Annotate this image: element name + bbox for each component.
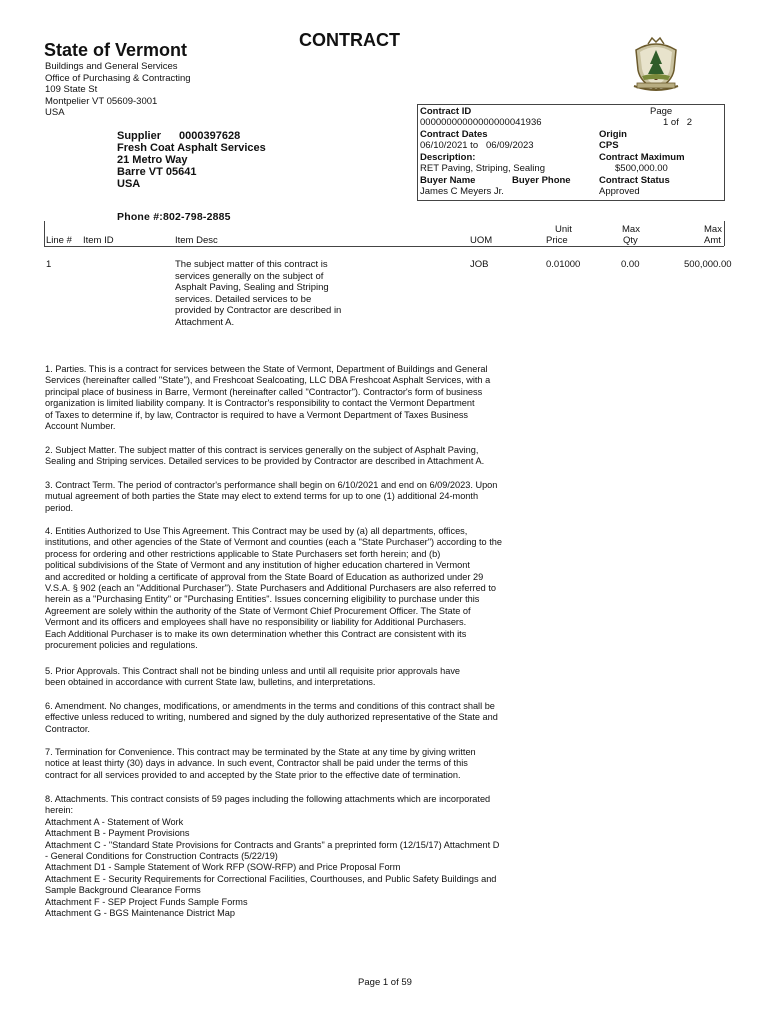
paragraph-line: herein:: [45, 805, 74, 816]
supplier-line: USA: [117, 178, 141, 190]
issuer-name: State of Vermont: [44, 40, 188, 60]
contract-id-value: 00000000000000000041936: [420, 117, 542, 128]
supplier-line: 21 Metro Way: [117, 154, 188, 166]
issuer-line: Buildings and General Services: [45, 61, 178, 72]
paragraph-line: 3. Contract Term. The period of contractor's performance shall begin on 6/10/2021 and end on 6/09/2023. Upon: [45, 480, 498, 490]
paragraph-line: procurement policies and regulations.: [45, 640, 198, 651]
page-value: 1 of 2: [663, 117, 693, 128]
supplier-label: Supplier: [117, 130, 162, 142]
contract-id-label: Contract ID: [420, 106, 472, 117]
col-max-qty-line1: Max: [622, 224, 640, 235]
paragraph-termination: [45, 747, 555, 781]
paragraph-line: and accredited or holding a certificate of approval from the State Board of Education as authorized under 29: [45, 571, 484, 582]
table-header-divider: [44, 246, 724, 247]
supplier-block: [117, 130, 266, 190]
paragraph-line: Attachment B - Payment Provisions: [45, 828, 190, 839]
origin-value: CPS: [599, 140, 619, 151]
paragraph-line: Agreement are solely within the authority of the State of Vermont Chief Procurement Officer. The State of: [45, 605, 471, 616]
paragraph-line: 7. Termination for Convenience. This contract may be terminated by the State at any time by giving written: [45, 747, 476, 757]
paragraph-line: Attachment E - Security Requirements for Correctional Facilities, Courthouses, and Public Safety Buildings and: [45, 873, 497, 884]
row-max-qty: 0.00: [621, 259, 640, 270]
supplier-line: Fresh Coat Asphalt Services: [117, 142, 266, 154]
paragraph-line: Account Number.: [45, 421, 116, 432]
row-max-amt: 500,000.00: [684, 259, 732, 270]
buyer-name-value: James C Meyers Jr.: [420, 186, 504, 197]
supplier-line: Barre VT 05641: [117, 166, 197, 178]
page-footer: Page 1 of 59: [358, 977, 412, 988]
origin-label: Origin: [599, 129, 627, 140]
contract-dates-value: 06/10/2021 to 06/09/2023: [420, 140, 534, 151]
paragraph-line: Sealing and Striping services. Detailed services to be provided by Contractor are described in Attachment A.: [45, 456, 485, 467]
paragraph-line: 1. Parties. This is a contract for services between the State of Vermont, Department of Buildings and General: [45, 364, 488, 374]
buyer-phone-label: Buyer Phone: [512, 175, 571, 186]
supplier-id: 0000397628: [179, 130, 241, 142]
issuer-line: USA: [45, 107, 65, 118]
col-unit-price-line2: Price: [546, 235, 568, 246]
row-item-desc: [175, 259, 341, 328]
row-item-desc-line: The subject matter of this contract is: [175, 259, 328, 270]
paragraph-line: Vermont and its officers and employees shall have no responsibility or liability for Additional Purchasers.: [45, 617, 467, 628]
paragraph-line: organization is limited liability company. It is Contractor's responsibility to contact the Vermont Department: [45, 398, 475, 409]
paragraph-line: of Taxes to determine if, by law, Contractor is required to have a Vermont Department of Taxes Business: [45, 409, 469, 420]
contract-status-value: Approved: [599, 186, 640, 197]
row-unit-price: 0.01000: [546, 259, 581, 270]
paragraph-line: V.S.A. § 902 (each an "Additional Purchaser"). State Purchasers and Additional Purchasers are also referred to: [45, 583, 497, 594]
paragraph-prior-approvals: [45, 666, 555, 689]
paragraph-line: 5. Prior Approvals. This Contract shall not be binding unless and until all requisite prior approvals have: [45, 666, 461, 676]
paragraph-line: Sample Background Clearance Forms: [45, 885, 201, 896]
paragraph-line: political subdivisions of the State of Vermont and any institution of higher education chartered in Vermont: [45, 560, 470, 571]
paragraph-line: effective unless reduced to writing, numbered and signed by the duly authorized representative of the State and: [45, 712, 498, 723]
paragraph-subject-matter: [45, 445, 555, 468]
paragraph-line: period.: [45, 502, 74, 513]
col-item-desc: Item Desc: [175, 235, 218, 246]
paragraph-line: been obtained in accordance with current State law, bulletins, and interpretations.: [45, 677, 376, 688]
paragraph-line: Attachment D1 - Sample Statement of Work RFP (SOW-RFP) and Price Proposal Form: [45, 862, 401, 873]
paragraph-line: Each Additional Purchaser is to make its own determination whether this Contract are consistent with its: [45, 628, 467, 639]
paragraph-entities-authorized: [45, 526, 555, 651]
col-max-amt-line2: Amt: [704, 235, 721, 246]
paragraph-line: Attachment G - BGS Maintenance District Map: [45, 908, 235, 919]
paragraph-line: mutual agreement of both parties the State may elect to extend terms for up to one (1) additional 24-month: [45, 491, 479, 502]
row-uom: JOB: [470, 259, 489, 270]
vermont-seal-icon: [628, 36, 684, 94]
paragraph-line: institutions, and other agencies of the State of Vermont and counties (each a "State Purchaser") according to the: [45, 537, 502, 548]
page-label: Page: [650, 106, 673, 117]
row-item-desc-line: Asphalt Paving, Sealing and Striping: [175, 282, 329, 293]
paragraph-amendment: [45, 701, 555, 735]
issuer-line: Montpelier VT 05609-3001: [45, 95, 158, 107]
row-item-desc-line: provided by Contractor are described in: [175, 305, 342, 316]
paragraph-line: Contractor.: [45, 723, 90, 734]
table-header-right-border: [724, 221, 725, 246]
col-max-amt-line1: Max: [704, 224, 722, 235]
paragraph-line: herein as a "Purchasing Entity" or "Purchasing Entities". Issues concerning eligibility to purchase under this: [45, 594, 480, 605]
description-value: RET Paving, Striping, Sealing: [420, 163, 545, 174]
col-line-number: Line #: [46, 235, 72, 246]
contract-max-label: Contract Maximum: [599, 152, 685, 163]
paragraph-line: Services (hereinafter called "State"), and Freshcoat Sealcoating, LLC DBA Freshcoat Asphalt Services, with a: [45, 375, 491, 386]
col-max-qty-line2: Qty: [623, 235, 638, 246]
paragraph-line: principal place of business in Barre, Vermont (hereinafter called "Contractor"). Contractor's form of business: [45, 386, 483, 397]
paragraph-line: Attachment A - Statement of Work: [45, 816, 184, 827]
table-header-left-border: [44, 221, 45, 246]
supplier-phone: Phone #:802-798-2885: [117, 211, 231, 223]
paragraph-line: Attachment F - SEP Project Funds Sample Forms: [45, 896, 248, 907]
paragraph-line: contract for all services provided to and accepted by the State prior to the effective date of termination.: [45, 769, 461, 780]
paragraph-line: 8. Attachments. This contract consists of 59 pages including the following attachments which are incorporated: [45, 794, 491, 804]
row-item-desc-line: Attachment A.: [175, 316, 235, 328]
issuer-line: Office of Purchasing & Contracting: [45, 72, 191, 84]
paragraph-line: process for ordering and other restrictions applicable to State Purchasers set forth herein; and (b): [45, 548, 441, 559]
paragraph-line: - General Conditions for Construction Contracts (5/22/19): [45, 851, 278, 862]
paragraph-line: 4. Entities Authorized to Use This Agreement. This Contract may be used by (a) all departments, offices,: [45, 526, 468, 536]
paragraph-line: notice at least thirty (30) days in advance. In such event, Contractor shall be paid under the terms of this: [45, 758, 468, 769]
description-label: Description:: [420, 152, 476, 163]
issuer-address: [45, 61, 191, 119]
paragraph-contract-term: [45, 480, 555, 514]
contract-max-value: $500,000.00: [615, 163, 668, 174]
contract-dates-label: Contract Dates: [420, 129, 488, 140]
buyer-name-label: Buyer Name: [420, 175, 476, 186]
row-item-desc-line: services. Detailed services to be: [175, 293, 312, 305]
contract-status-label: Contract Status: [599, 175, 670, 186]
col-item-id: Item ID: [83, 235, 114, 246]
paragraph-parties: [45, 364, 555, 432]
document-title: CONTRACT: [299, 30, 400, 50]
col-uom: UOM: [470, 235, 493, 246]
col-unit-price-line1: Unit: [555, 224, 572, 235]
issuer-line: 109 State St: [45, 84, 98, 95]
paragraph-attachments: [45, 794, 555, 919]
row-item-desc-line: services generally on the subject of: [175, 270, 324, 282]
paragraph-line: 6. Amendment. No changes, modifications, or amendments in the terms and conditions of this contract shall be: [45, 701, 495, 711]
paragraph-line: Attachment C - "Standard State Provisions for Contracts and Grants" a preprinted form (12/15/17) Attachment D: [45, 839, 500, 850]
row-line-number: 1: [46, 259, 52, 270]
paragraph-line: 2. Subject Matter. The subject matter of this contract is services generally on the subject of Asphalt Paving,: [45, 445, 479, 455]
